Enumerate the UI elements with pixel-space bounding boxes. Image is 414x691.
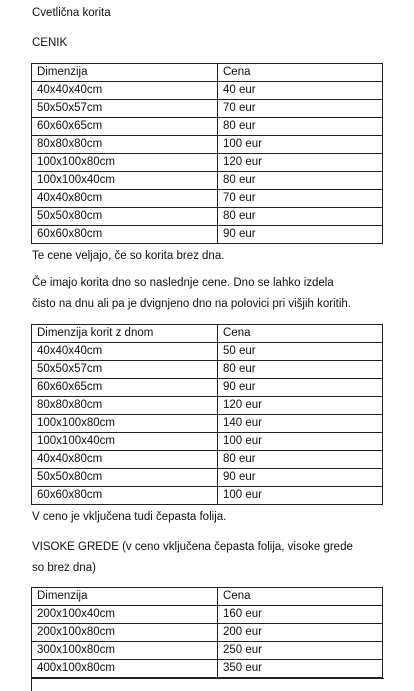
cell-price: 80 eur (218, 172, 383, 190)
table-row (32, 226, 383, 244)
table-header-row (32, 588, 383, 606)
cell-dimension: 80x80x80cm (32, 397, 218, 415)
cell-dimension: 100x100x80cm (32, 154, 218, 172)
table-row (32, 361, 383, 379)
price-table-raised-beds (31, 587, 383, 678)
table-row (32, 172, 383, 190)
cell-dimension: 100x100x80cm (32, 415, 218, 433)
table-row (32, 82, 383, 100)
price-table-without-bottom (31, 63, 383, 244)
cell-dimension: 50x50x80cm (32, 469, 218, 487)
cell-dimension: 100x100x40cm (32, 433, 218, 451)
cell-price: 90 eur (218, 226, 383, 244)
cell-price: 200 eur (218, 624, 383, 642)
cell-dimension: 80x80x80cm (32, 136, 218, 154)
cell-price: 80 eur (218, 361, 383, 379)
table-row (32, 190, 383, 208)
table-row (32, 624, 383, 642)
table-row (32, 208, 383, 226)
header-dimension: Dimenzija (32, 588, 218, 606)
paragraph-bottom-line-1: Če imajo korita dno so naslednje cene. Dno se lahko izdela (32, 277, 334, 289)
note-without-bottom: Te cene veljajo, če so korita brez dna. (32, 250, 225, 262)
note-foil-included: V ceno je vključena tudi čepasta folija. (32, 511, 227, 523)
cell-price: 120 eur (218, 397, 383, 415)
cell-dimension: 40x40x40cm (32, 343, 218, 361)
table-row (32, 154, 383, 172)
header-price: Cena (218, 64, 383, 82)
cell-price: 120 eur (218, 154, 383, 172)
section-heading-raised-beds-line-1: VISOKE GREDE (v ceno vključena čepasta folija, visoke grede (32, 541, 353, 553)
cell-price: 100 eur (218, 487, 383, 505)
header-price: Cena (218, 588, 383, 606)
header-price: Cena (218, 325, 383, 343)
empty-paragraph-box (31, 678, 384, 691)
cell-dimension: 200x100x80cm (32, 624, 218, 642)
cell-price: 100 eur (218, 433, 383, 451)
document-title: Cvetlična korita (32, 7, 111, 19)
section-heading-raised-beds-line-2: so brez dna) (32, 562, 96, 574)
cell-price: 90 eur (218, 379, 383, 397)
cell-dimension: 40x40x80cm (32, 190, 218, 208)
table-row (32, 397, 383, 415)
header-dimension: Dimenzija korit z dnom (32, 325, 218, 343)
table-row (32, 660, 383, 678)
table-row (32, 100, 383, 118)
table-row (32, 118, 383, 136)
cell-price: 80 eur (218, 208, 383, 226)
cell-dimension: 60x60x80cm (32, 226, 218, 244)
cell-price: 140 eur (218, 415, 383, 433)
cell-price: 90 eur (218, 469, 383, 487)
cell-dimension: 40x40x80cm (32, 451, 218, 469)
table-row (32, 451, 383, 469)
table-row (32, 487, 383, 505)
cell-price: 40 eur (218, 82, 383, 100)
table-row (32, 415, 383, 433)
table-header-row (32, 64, 383, 82)
cell-price: 80 eur (218, 451, 383, 469)
cell-price: 160 eur (218, 606, 383, 624)
cell-dimension: 100x100x40cm (32, 172, 218, 190)
table-row (32, 433, 383, 451)
cell-price: 80 eur (218, 118, 383, 136)
table-row (32, 469, 383, 487)
cell-dimension: 300x100x80cm (32, 642, 218, 660)
cell-price: 50 eur (218, 343, 383, 361)
header-dimension: Dimenzija (32, 64, 218, 82)
table-row (32, 343, 383, 361)
cell-dimension: 50x50x57cm (32, 100, 218, 118)
cell-price: 250 eur (218, 642, 383, 660)
cell-dimension: 50x50x57cm (32, 361, 218, 379)
paragraph-bottom-line-2: čisto na dnu ali pa je dvignjeno dno na polovici pri višjih koritih. (32, 298, 351, 310)
cell-price: 70 eur (218, 100, 383, 118)
table-row (32, 379, 383, 397)
price-table-with-bottom (31, 324, 383, 505)
cell-dimension: 400x100x80cm (32, 660, 218, 678)
table-row (32, 606, 383, 624)
cell-dimension: 60x60x80cm (32, 487, 218, 505)
cell-price: 70 eur (218, 190, 383, 208)
table-header-row (32, 325, 383, 343)
cell-price: 350 eur (218, 660, 383, 678)
section-heading-cenik: CENIK (32, 37, 68, 49)
cell-dimension: 60x60x65cm (32, 379, 218, 397)
cell-dimension: 50x50x80cm (32, 208, 218, 226)
cell-price: 100 eur (218, 136, 383, 154)
table-row (32, 136, 383, 154)
table-row (32, 642, 383, 660)
cell-dimension: 200x100x40cm (32, 606, 218, 624)
cell-dimension: 60x60x65cm (32, 118, 218, 136)
cell-dimension: 40x40x40cm (32, 82, 218, 100)
